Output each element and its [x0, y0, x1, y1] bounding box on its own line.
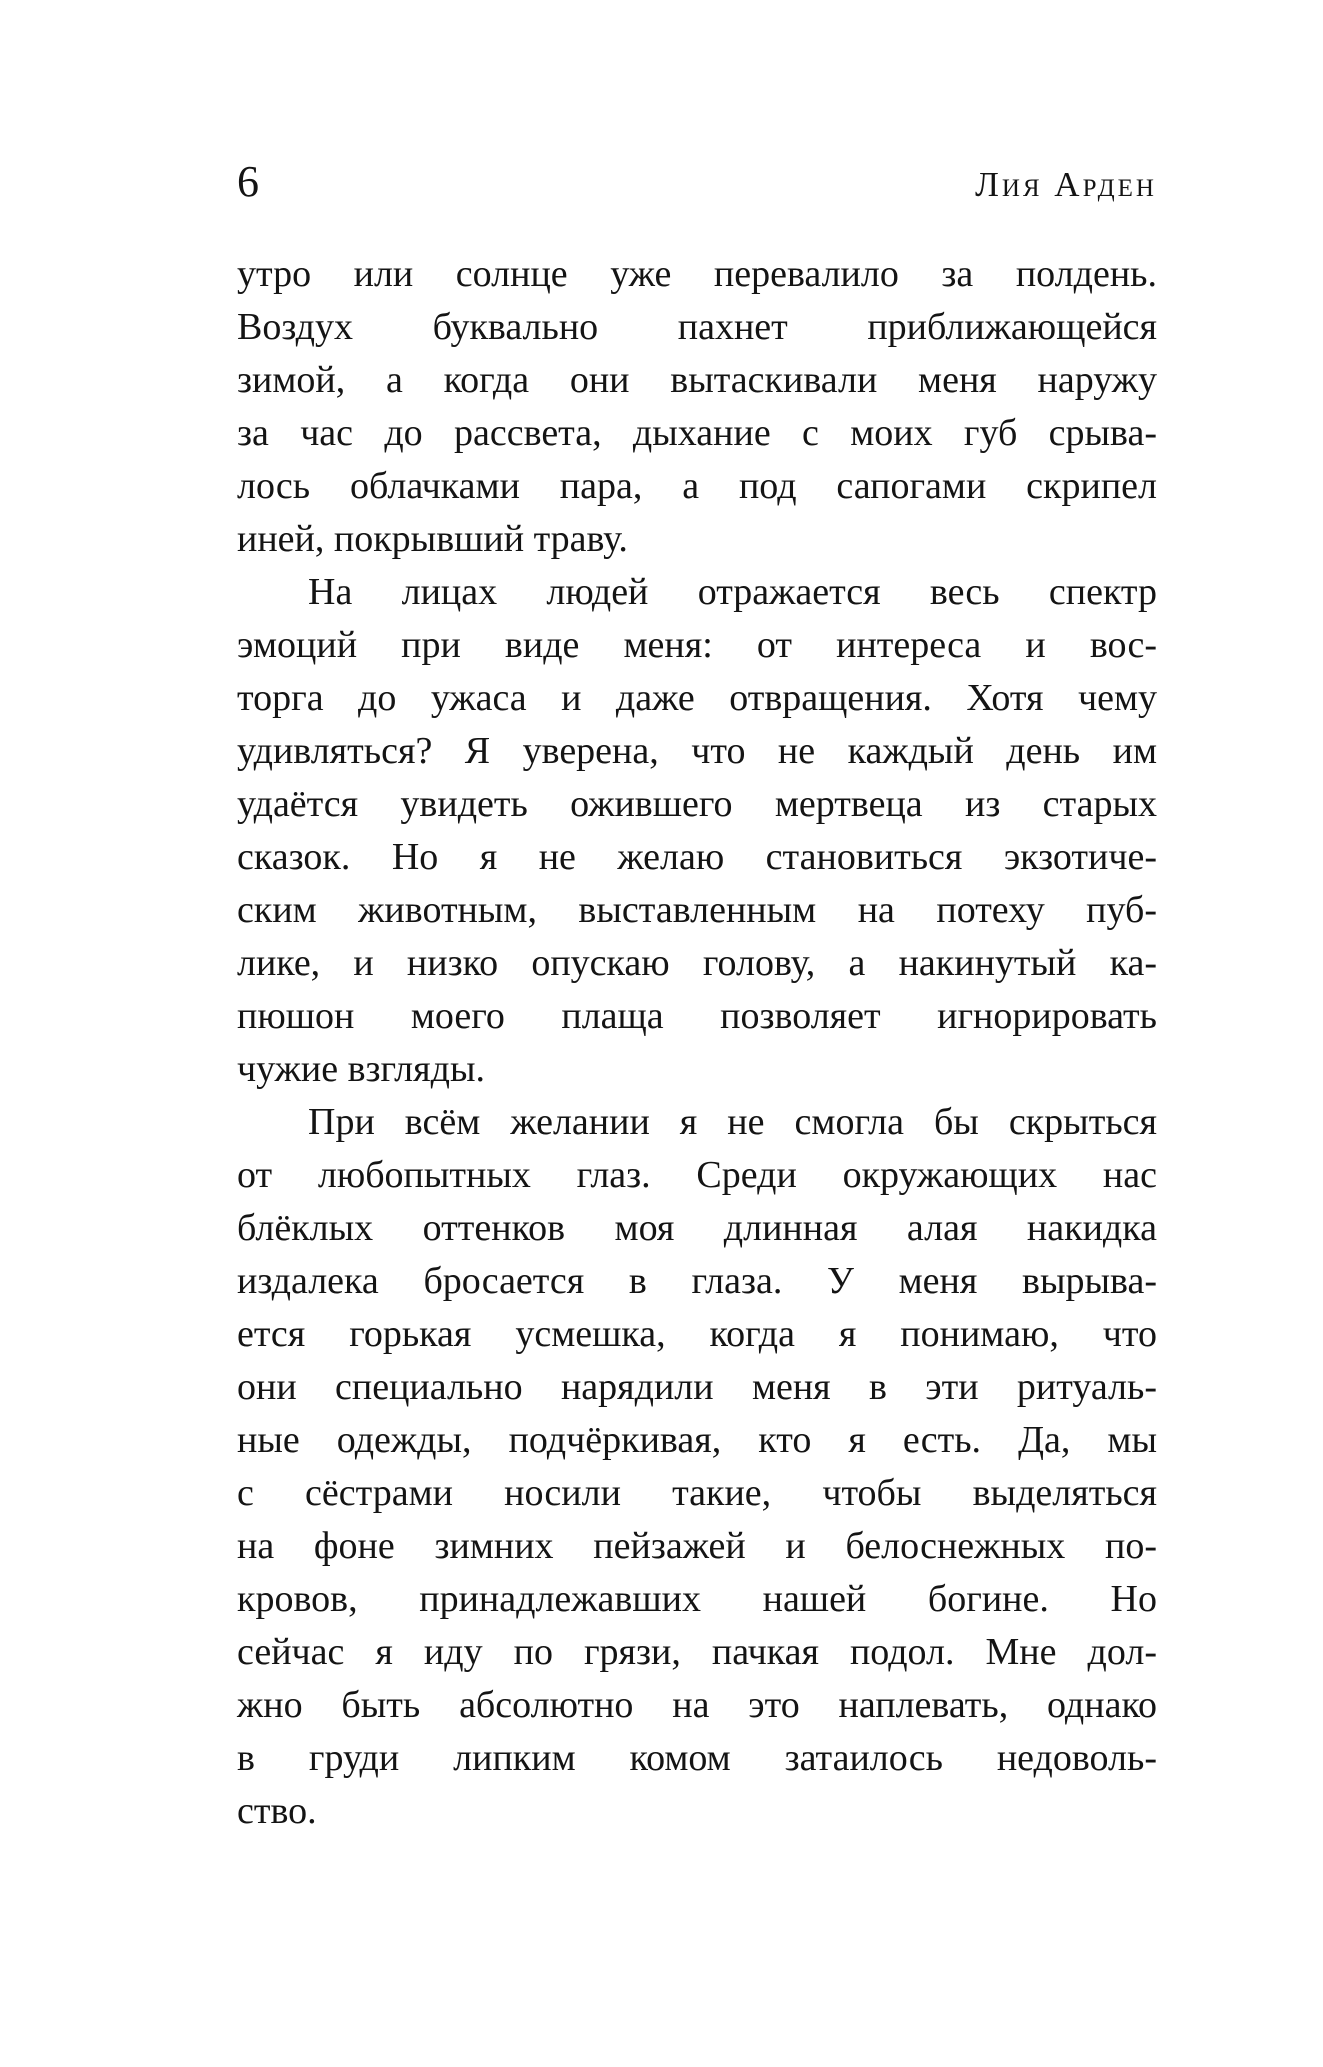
text-line: эмоций при виде меня: от интереса и вос- — [237, 624, 1157, 666]
text-line: за час до рассвета, дыхание с моих губ срыва- — [237, 412, 1157, 454]
paragraph — [237, 248, 1157, 566]
text-line: иней, покрывший траву. — [237, 518, 628, 560]
text-line: ским животным, выставленным на потеху пуб- — [237, 889, 1157, 931]
text-line: с сёстрами носили такие, чтобы выделяться — [237, 1472, 1157, 1514]
body-text — [237, 248, 1157, 1838]
text-line: зимой, а когда они вытаскивали меня наружу — [237, 359, 1157, 401]
text-line: жно быть абсолютно на это наплевать, однако — [237, 1684, 1157, 1726]
text-line: ные одежды, подчёркивая, кто я есть. Да, мы — [237, 1419, 1157, 1461]
text-line: удивляться? Я уверена, что не каждый день им — [237, 730, 1157, 772]
text-line: Воздух буквально пахнет приближающейся — [237, 306, 1157, 348]
text-line: они специально нарядили меня в эти ритуаль- — [237, 1366, 1157, 1408]
text-line: На лицах людей отражается весь спектр — [308, 571, 1157, 613]
paragraph — [237, 566, 1157, 1096]
text-line: удаётся увидеть ожившего мертвеца из старых — [237, 783, 1157, 825]
text-line: в груди липким комом затаилось недоволь- — [237, 1737, 1157, 1779]
page-number: 6 — [237, 157, 260, 206]
page-header — [237, 157, 1157, 206]
text-line: ство. — [237, 1790, 317, 1832]
text-line: торга до ужаса и даже отвращения. Хотя чему — [237, 677, 1157, 719]
text-line: пюшон моего плаща позволяет игнорировать — [237, 995, 1157, 1037]
paragraph — [237, 1096, 1157, 1838]
text-line: ется горькая усмешка, когда я понимаю, что — [237, 1313, 1157, 1355]
running-header-author: Лия Арден — [975, 165, 1157, 204]
text-line: лось облачками пара, а под сапогами скрипел — [237, 465, 1157, 507]
text-line: издалека бросается в глаза. У меня вырыва- — [237, 1260, 1157, 1302]
text-line: кровов, принадлежавших нашей богине. Но — [237, 1578, 1157, 1620]
text-line: блёклых оттенков моя длинная алая накидка — [237, 1207, 1157, 1249]
text-line: утро или солнце уже перевалило за полдень. — [237, 253, 1157, 295]
text-line: При всём желании я не смогла бы скрыться — [308, 1101, 1157, 1143]
text-line: сказок. Но я не желаю становиться экзотиче- — [237, 836, 1157, 878]
text-line: чужие взгляды. — [237, 1048, 485, 1090]
text-line: сейчас я иду по грязи, пачкая подол. Мне дол- — [237, 1631, 1157, 1673]
text-line: лике, и низко опускаю голову, а накинутый ка- — [237, 942, 1157, 984]
text-line: от любопытных глаз. Среди окружающих нас — [237, 1154, 1157, 1196]
text-line: на фоне зимних пейзажей и белоснежных по- — [237, 1525, 1157, 1567]
